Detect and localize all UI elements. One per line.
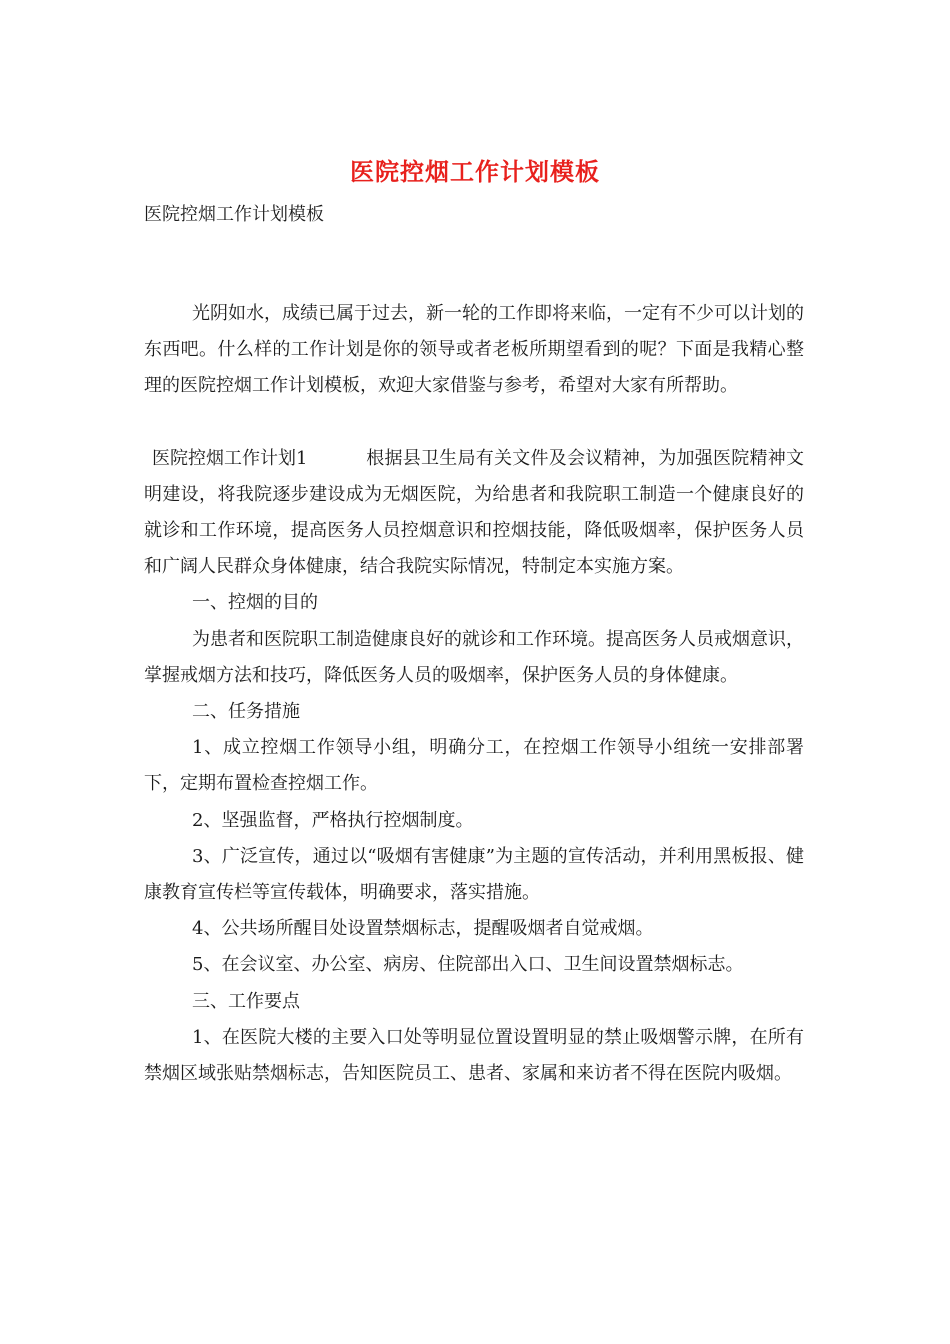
plan-text: 根据县卫生局有关文件及会议精神，为加强医院精神文明建设，将我院逐步建设成为无烟医院，为给患者和我院职工制造一个健康良好的就诊和工作环境，提高医务人员控烟意识和控烟技能，降低吸烟率，保护医务人员和广阔人民群众身体健康，结合我院实际情况，特制定本实施方案。 xyxy=(144,447,804,578)
plan-label: 医院控烟工作计划1 xyxy=(152,447,308,469)
list-item: 1、成立控烟工作领导小组，明确分工，在控烟工作领导小组统一安排部署下，定期布置检查控烟工作。 xyxy=(144,737,804,795)
section-heading-key-points: 三、工作要点 xyxy=(192,990,300,1012)
list-item: 5、在会议室、办公室、病房、住院部出入口、卫生间设置禁烟标志。 xyxy=(192,954,744,976)
list-item: 4、公共场所醒目处设置禁烟标志，提醒吸烟者自觉戒烟。 xyxy=(192,918,654,940)
document-title: 医院控烟工作计划模板 xyxy=(350,157,600,186)
list-item: 2、坚强监督，严格执行控烟制度。 xyxy=(192,809,474,831)
document-body xyxy=(144,296,804,1092)
list-item: 3、广泛宣传，通过以“吸烟有害健康”为主题的宣传活动，并利用黑板报、健康教育宣传栏等宣传载体，明确要求，落实措施。 xyxy=(144,845,804,904)
section-text-purpose: 为患者和医院职工制造健康良好的就诊和工作环境。提高医务人员戒烟意识，掌握戒烟方法和技巧，降低医务人员的吸烟率，保护医务人员的身体健康。 xyxy=(144,628,804,686)
section-heading-purpose: 一、控烟的目的 xyxy=(192,592,318,614)
list-item: 1、在医院大楼的主要入口处等明显位置设置明显的禁止吸烟警示牌，在所有禁烟区域张贴禁烟标志，告知医院员工、患者、家属和来访者不得在医院内吸烟。 xyxy=(144,1026,804,1085)
intro-paragraph: 光阴如水，成绩已属于过去，新一轮的工作即将来临，一定有不少可以计划的东西吧。什么样的工作计划是你的领导或者老板所期望看到的呢？下面是我精心整理的医院控烟工作计划模板，欢迎大家借鉴与参考，希望对大家有所帮助。 xyxy=(144,303,804,397)
paragraph-spacer xyxy=(144,405,804,441)
document-subtitle: 医院控烟工作计划模板 xyxy=(144,204,324,225)
section-heading-measures: 二、任务措施 xyxy=(192,701,300,723)
plan-paragraph xyxy=(144,441,804,586)
